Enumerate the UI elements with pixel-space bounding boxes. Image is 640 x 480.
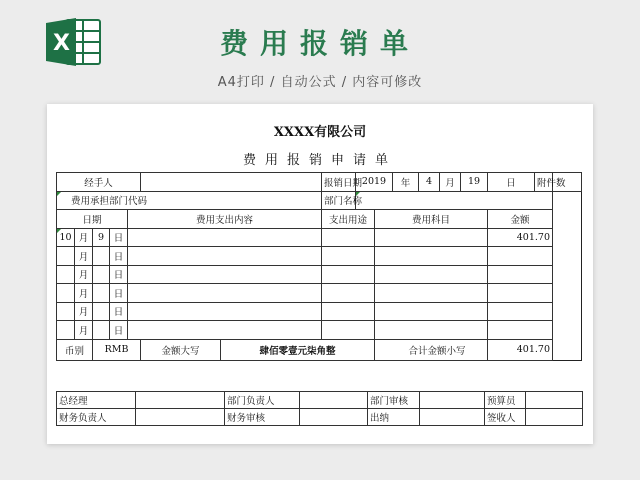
section-gap xyxy=(56,381,582,391)
table-header xyxy=(57,210,582,229)
cashier-label: 出纳 xyxy=(368,409,420,426)
row-purpose[interactable] xyxy=(322,265,375,284)
row-day[interactable] xyxy=(93,247,110,266)
table-row xyxy=(57,265,582,284)
row-content[interactable] xyxy=(128,302,322,321)
col-subject: 费用科目 xyxy=(375,210,488,229)
currency-field[interactable]: RMB xyxy=(93,339,141,360)
row-subject[interactable] xyxy=(375,265,488,284)
date-label: 报销日期 xyxy=(322,173,356,192)
row-amount[interactable] xyxy=(488,284,553,303)
row-content[interactable] xyxy=(128,228,322,247)
row-month-unit: 月 xyxy=(75,228,93,247)
col-purpose: 支出用途 xyxy=(322,210,375,229)
signoff-row xyxy=(57,392,583,409)
row-content[interactable] xyxy=(128,284,322,303)
recipient-label: 签收人 xyxy=(485,409,526,426)
row-content[interactable] xyxy=(128,265,322,284)
row-content[interactable] xyxy=(128,247,322,266)
total-amount-field[interactable]: 401.70 xyxy=(488,339,553,360)
row-subject[interactable] xyxy=(375,247,488,266)
row-purpose[interactable] xyxy=(322,302,375,321)
total-label: 合计金额小写 xyxy=(375,339,488,360)
row-amount[interactable] xyxy=(488,302,553,321)
row-month-unit: 月 xyxy=(75,321,93,340)
day-unit: 日 xyxy=(488,173,535,192)
svg-text:X: X xyxy=(53,31,70,56)
row-day-unit: 日 xyxy=(110,302,128,321)
row-day-unit: 日 xyxy=(110,321,128,340)
dept-review-label: 部门审核 xyxy=(368,392,420,409)
general-manager-label: 总经理 xyxy=(57,392,136,409)
row-purpose[interactable] xyxy=(322,228,375,247)
row-day-unit: 日 xyxy=(110,247,128,266)
col-date: 日期 xyxy=(57,210,128,229)
row-day[interactable] xyxy=(93,302,110,321)
row-day-unit: 日 xyxy=(110,265,128,284)
page-subtitle: A4打印 / 自动公式 / 内容可修改 xyxy=(217,75,423,90)
row-day[interactable]: 9 xyxy=(93,228,110,247)
handler-row xyxy=(57,173,582,192)
row-amount[interactable] xyxy=(488,247,553,266)
row-subject[interactable] xyxy=(375,302,488,321)
form-title: 费用报销申请单 xyxy=(242,153,397,168)
finance-review-label: 财务审核 xyxy=(225,409,300,426)
finance-head-label: 财务负责人 xyxy=(57,409,136,426)
row-day-unit: 日 xyxy=(110,228,128,247)
row-day-unit: 日 xyxy=(110,284,128,303)
finance-head-field[interactable] xyxy=(136,409,225,426)
page-title: 费用报销单 xyxy=(219,27,420,60)
col-amount: 金额 xyxy=(488,210,553,229)
month-field[interactable]: 4 xyxy=(419,173,440,192)
signoff-row xyxy=(57,409,583,426)
row-day[interactable] xyxy=(93,321,110,340)
recipient-field[interactable] xyxy=(526,409,583,426)
cashier-field[interactable] xyxy=(420,409,485,426)
budget-officer-field[interactable] xyxy=(526,392,583,409)
dept-head-label: 部门负责人 xyxy=(225,392,300,409)
signoff-table xyxy=(56,391,583,426)
dept-name-field[interactable] xyxy=(356,191,553,210)
general-manager-field[interactable] xyxy=(136,392,225,409)
reimbursement-sheet xyxy=(47,104,593,444)
year-unit: 年 xyxy=(393,173,419,192)
day-field[interactable]: 19 xyxy=(461,173,488,192)
row-purpose[interactable] xyxy=(322,321,375,340)
col-content: 费用支出内容 xyxy=(128,210,322,229)
table-row xyxy=(57,302,582,321)
month-unit: 月 xyxy=(440,173,461,192)
row-month-unit: 月 xyxy=(75,247,93,266)
row-month[interactable] xyxy=(57,247,75,266)
table-row xyxy=(57,284,582,303)
total-row xyxy=(57,339,582,360)
row-month-unit: 月 xyxy=(75,284,93,303)
row-amount[interactable] xyxy=(488,265,553,284)
row-month[interactable] xyxy=(57,321,75,340)
attachments-label: 附件数 xyxy=(535,173,553,192)
row-subject[interactable] xyxy=(375,321,488,340)
row-purpose[interactable] xyxy=(322,247,375,266)
row-month[interactable] xyxy=(57,302,75,321)
dept-review-field[interactable] xyxy=(420,392,485,409)
table-row xyxy=(57,228,582,247)
table-row xyxy=(57,247,582,266)
dept-code-label: 费用承担部门代码 xyxy=(57,191,322,210)
dept-name-label: 部门名称 xyxy=(322,191,356,210)
handler-label: 经手人 xyxy=(57,173,141,192)
row-amount[interactable]: 401.70 xyxy=(488,228,553,247)
row-month[interactable]: 10 xyxy=(57,228,75,247)
capital-amount-field[interactable]: 肆佰零壹元柒角整 xyxy=(221,339,375,360)
row-subject[interactable] xyxy=(375,284,488,303)
row-month[interactable] xyxy=(57,284,75,303)
finance-review-field[interactable] xyxy=(300,409,368,426)
row-purpose[interactable] xyxy=(322,284,375,303)
row-month[interactable] xyxy=(57,265,75,284)
row-amount[interactable] xyxy=(488,321,553,340)
row-day[interactable] xyxy=(93,265,110,284)
company-name: XXXX有限公司 xyxy=(273,125,367,140)
reimbursement-table xyxy=(56,172,582,361)
row-day[interactable] xyxy=(93,284,110,303)
capital-amount-label: 金额大写 xyxy=(141,339,221,360)
row-subject[interactable] xyxy=(375,228,488,247)
dept-head-field[interactable] xyxy=(300,392,368,409)
row-content[interactable] xyxy=(128,321,322,340)
dept-row xyxy=(57,191,582,210)
handler-field[interactable] xyxy=(141,173,322,192)
table-row xyxy=(57,321,582,340)
currency-label: 币别 xyxy=(57,339,93,360)
year-field[interactable]: 2019 xyxy=(356,173,393,192)
row-month-unit: 月 xyxy=(75,302,93,321)
row-month-unit: 月 xyxy=(75,265,93,284)
budget-officer-label: 预算员 xyxy=(485,392,526,409)
